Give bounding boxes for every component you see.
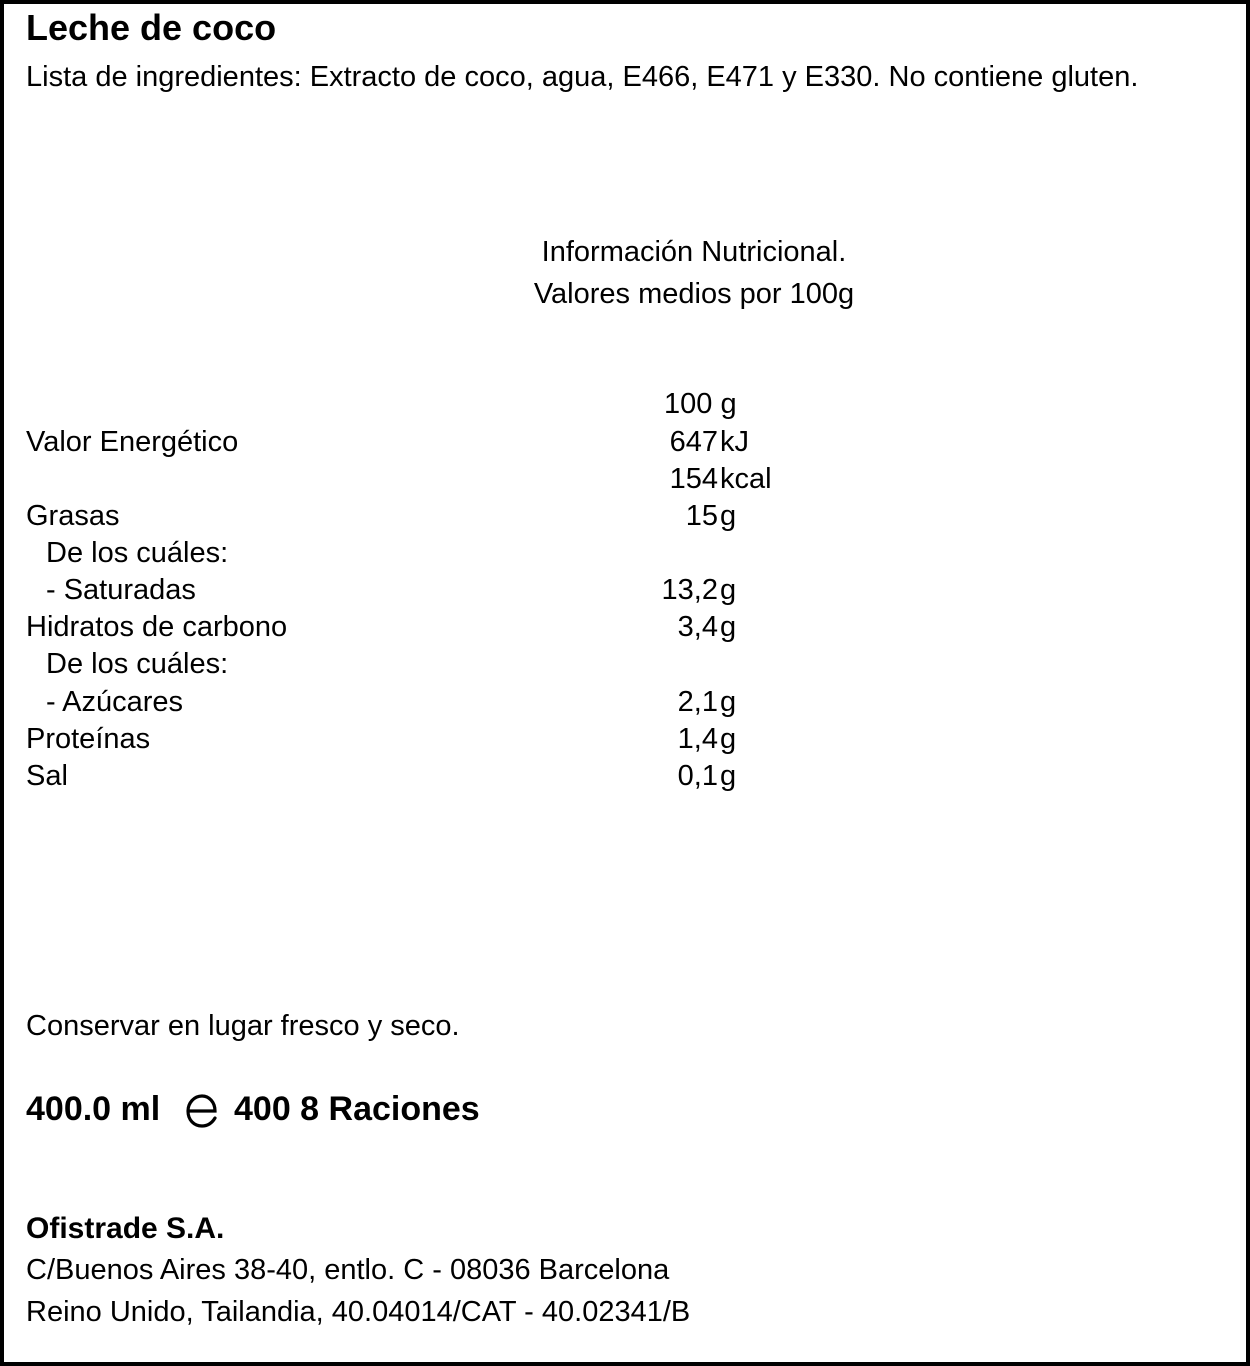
nutrition-row-value: 2,1 (677, 686, 718, 718)
nutrition-row-unit: g (720, 611, 737, 643)
nutrition-row-unit: g (720, 500, 737, 532)
nutrition-row-label: - Azúcares (46, 686, 183, 718)
nutrition-row-unit: g (720, 760, 737, 792)
nutrition-row-unit: g (720, 686, 737, 718)
product-title: Leche de coco (26, 7, 277, 48)
nutrition-row-value: 3,4 (677, 611, 718, 643)
net-volume: 400.0 ml (26, 1090, 161, 1128)
nutrition-row-label: De los cuáles: (46, 537, 229, 569)
nutrition-row-label: Valor Energético (26, 426, 239, 458)
nutrition-row-value: 1,4 (677, 723, 718, 755)
ingredients-list: Lista de ingredientes: Extracto de coco, agua, E466, E471 y E330. No contiene gluten. (26, 61, 1139, 93)
nutrition-row-label: Sal (26, 760, 68, 792)
nutrition-row-label: De los cuáles: (46, 648, 229, 680)
nutrition-row-value: 154 (669, 463, 718, 495)
nutrition-subheading: Valores medios por 100g (533, 278, 855, 310)
company-address-line1: C/Buenos Aires 38-40, entlo. C - 08036 Barcelona (26, 1254, 670, 1286)
nutrition-row-unit: g (720, 723, 737, 755)
nutrition-row-unit: g (720, 574, 737, 606)
nutrition-column-header: 100 g (664, 388, 737, 420)
nutrition-row-value: 647 (669, 426, 718, 458)
nutrition-row-label: Hidratos de carbono (26, 611, 288, 643)
nutrition-row-value: 15 (685, 500, 718, 532)
nutrition-heading: Información Nutricional. (541, 236, 847, 268)
nutrition-row-label: - Saturadas (46, 574, 196, 606)
nutrition-row-value: 13,2 (661, 574, 718, 606)
nutrition-row-label: Proteínas (26, 723, 151, 755)
nutrition-row-label: Grasas (26, 500, 120, 532)
company-address-line2: Reino Unido, Tailandia, 40.04014/CAT - 40.02341/B (26, 1296, 691, 1328)
nutrition-row-unit: kcal (720, 463, 772, 495)
nutrition-row-value: 0,1 (677, 760, 718, 792)
net-weight-servings: 400 8 Raciones (234, 1090, 480, 1128)
storage-instructions: Conservar en lugar fresco y seco. (26, 1010, 460, 1042)
company-name: Ofistrade S.A. (26, 1212, 225, 1245)
nutrition-row-unit: kJ (720, 426, 749, 458)
estimated-e-icon (184, 1090, 222, 1132)
